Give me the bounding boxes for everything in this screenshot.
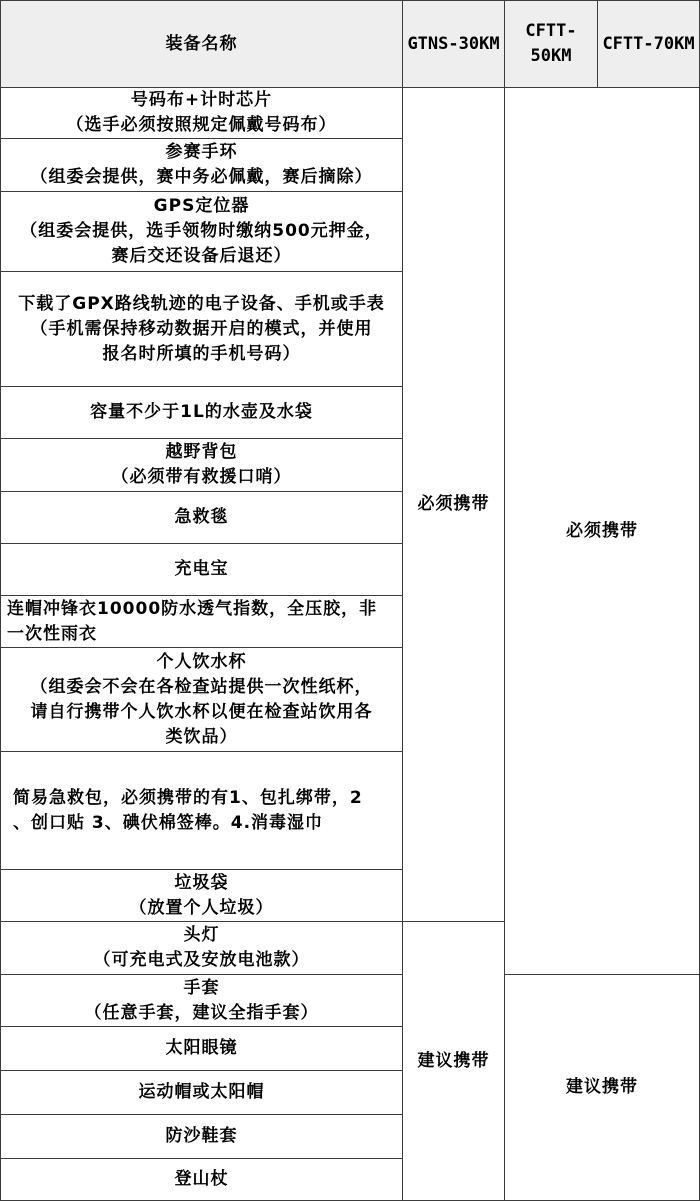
header-cftt-50km (505, 1, 598, 88)
equipment-item (1, 387, 403, 439)
requirement-label: 必须携带 (417, 494, 490, 514)
header-cftt-70km (598, 1, 700, 88)
equipment-item-line: （选手必须按照规定佩戴号码布） (66, 115, 337, 135)
requirement-label: 必须携带 (566, 520, 638, 541)
equipment-item-line: 简易急救包，必须携带的有1、包扎绑带，2 (13, 787, 363, 808)
equipment-item-line: （可充电式及安放电池款） (93, 950, 310, 970)
equipment-item-line: 容量不少于1L的水壶及水袋 (90, 402, 313, 422)
equipment-item-line: 垃圾袋 (174, 872, 229, 893)
equipment-item-line: 急救毯 (174, 507, 229, 527)
requirement-label: 建议携带 (417, 1050, 490, 1071)
equipment-item-line: 个人饮水杯 (156, 651, 247, 672)
equipment-item (1, 439, 403, 492)
equipment-item-line: 号码布+计时芯片 (130, 90, 273, 110)
equipment-item-line: （放置个人垃圾） (129, 897, 274, 918)
header-equipment-name (1, 1, 403, 88)
equipment-item-line: 、创口贴 3、碘伏棉签棒。4.消毒湿巾 (13, 812, 324, 833)
equipment-item (1, 1027, 403, 1071)
equipment-item-line: 越野背包 (165, 442, 238, 462)
cftt-required-cell (505, 88, 700, 975)
equipment-item-line: 一次性雨衣 (7, 623, 97, 644)
equipment-item-line: 下载了GPX路线轨迹的电子设备、手机或手表 (18, 293, 385, 314)
equipment-item-line: （必须带有救援口哨） (111, 467, 292, 487)
equipment-item (1, 752, 403, 870)
cftt-recommended-cell (505, 975, 700, 1201)
equipment-item (1, 192, 403, 272)
header-gtns-30km (403, 1, 505, 88)
equipment-item-line: 赛后交还设备后退还） (111, 246, 292, 266)
equipment-item (1, 88, 403, 139)
equipment-item-line: GPS定位器 (153, 196, 250, 216)
equipment-item (1, 1115, 403, 1159)
equipment-item-line: 登山杖 (174, 1169, 229, 1189)
equipment-item-line: 充电宝 (174, 559, 229, 579)
gtns-30km-required-cell (403, 88, 505, 922)
equipment-item (1, 139, 403, 192)
equipment-item-line: （组委会提供，赛中务必佩戴，赛后摘除） (30, 167, 373, 187)
equipment-item-line: 报名时所填的手机号码） (102, 343, 301, 364)
header-label-line: CFTT- (525, 21, 577, 41)
equipment-item (1, 1159, 403, 1201)
equipment-item (1, 492, 403, 544)
equipment-item-line: 参赛手环 (165, 142, 238, 162)
equipment-item (1, 975, 403, 1027)
equipment-item (1, 544, 403, 596)
equipment-item-line: 太阳眼镜 (165, 1038, 238, 1058)
equipment-item-line: 手套 (183, 977, 220, 998)
equipment-item (1, 596, 403, 648)
equipment-item (1, 870, 403, 922)
header-label-line: 50KM (530, 46, 572, 66)
equipment-item-line: 类饮品） (165, 726, 238, 747)
requirement-label: 建议携带 (566, 1077, 638, 1097)
equipment-item (1, 922, 403, 975)
equipment-item-line: 运动帽或太阳帽 (138, 1082, 265, 1102)
equipment-item-line: （任意手套，建议全指手套） (84, 1002, 319, 1023)
equipment-item-line: 头灯 (183, 925, 220, 945)
equipment-item (1, 1071, 403, 1115)
equipment-item-line: 防沙鞋套 (165, 1126, 238, 1146)
equipment-item-line: 连帽冲锋衣10000防水透气指数，全压胶，非 (7, 598, 378, 619)
header-label: 装备名称 (165, 33, 238, 54)
header-label: CFTT-70KM (602, 33, 695, 54)
header-label: GTNS-30KM (407, 33, 500, 54)
equipment-item (1, 272, 403, 387)
equipment-item-line: （组委会不会在各检查站提供一次性纸杯， (30, 676, 373, 697)
equipment-item-line: （组委会提供，选手领物时缴纳500元押金， (20, 221, 383, 241)
gtns-30km-recommended-cell (403, 922, 505, 1201)
equipment-item (1, 648, 403, 752)
equipment-item-line: 请自行携带个人饮水杯以便在检查站饮用各 (30, 701, 373, 722)
equipment-item-line: （手机需保持移动数据开启的模式，并使用 (30, 318, 373, 339)
